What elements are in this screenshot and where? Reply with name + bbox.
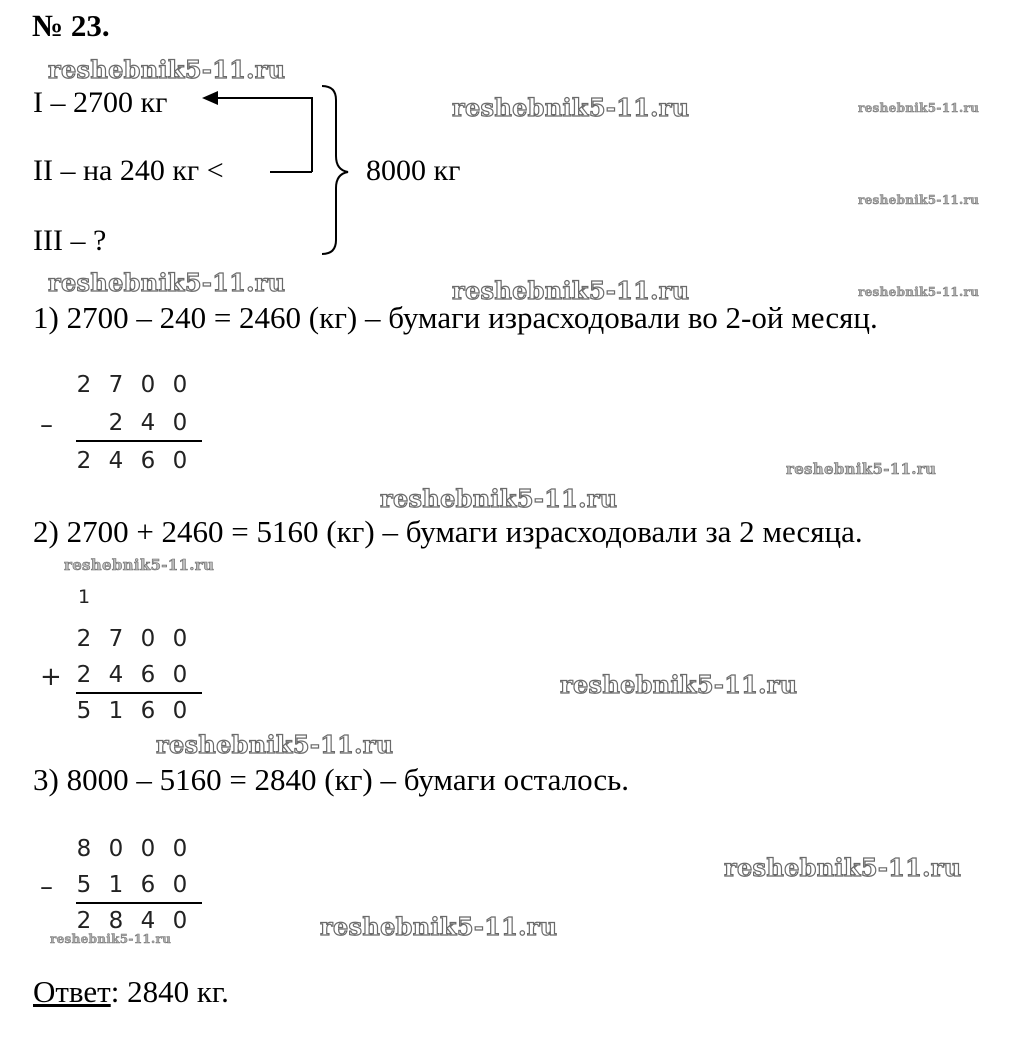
watermark: reshebnik5-11.ru	[452, 93, 690, 122]
minus-sign: –	[40, 410, 53, 440]
top-digit: 7	[108, 372, 124, 398]
problem-number: № 23.	[32, 8, 110, 43]
bottom-digit: 0	[172, 872, 188, 898]
result-line	[76, 692, 202, 694]
bottom-digit: 0	[172, 410, 188, 436]
step-2: 2) 2700 + 2460 = 5160 (кг) – бумаги израсходовали за 2 месяца.	[33, 514, 863, 549]
bottom-digit: 1	[108, 872, 124, 898]
watermark: reshebnik5-11.ru	[50, 932, 172, 946]
step-3: 3) 8000 – 5160 = 2840 (кг) – бумаги осталось.	[33, 762, 630, 797]
result-digit: 0	[172, 698, 188, 724]
result-digit: 5	[76, 698, 92, 724]
watermark: reshebnik5-11.ru	[48, 55, 286, 84]
watermark: reshebnik5-11.ru	[858, 193, 980, 207]
answer	[33, 976, 229, 1007]
watermark: reshebnik5-11.ru	[64, 556, 215, 574]
watermark: reshebnik5-11.ru	[858, 101, 980, 115]
bottom-digit: 2	[76, 662, 92, 688]
watermark: reshebnik5-11.ru	[156, 730, 394, 759]
watermark: reshebnik5-11.ru	[724, 853, 962, 882]
watermark: reshebnik5-11.ru	[320, 912, 558, 941]
condition-line-2: II – на 240 кг <	[33, 154, 224, 187]
result-digit: 6	[140, 698, 156, 724]
top-digit: 0	[140, 372, 156, 398]
result-digit: 2	[76, 448, 92, 474]
result-line	[76, 902, 202, 904]
condition-line-3: III – ?	[33, 224, 107, 257]
result-digit: 0	[172, 448, 188, 474]
result-line	[76, 440, 202, 442]
top-digit: 0	[172, 372, 188, 398]
bottom-digit: 2	[108, 410, 124, 436]
top-digit: 0	[172, 626, 188, 652]
watermark: reshebnik5-11.ru	[560, 670, 798, 699]
arrow-head-icon	[202, 91, 218, 105]
column-calc-1	[40, 372, 220, 482]
result-digit: 4	[140, 908, 156, 934]
column-calc-2	[40, 586, 220, 726]
top-digit: 8	[76, 836, 92, 862]
step-1: 1) 2700 – 240 = 2460 (кг) – бумаги израсходовали во 2-ой месяц.	[33, 300, 878, 335]
condition-line-1: I – 2700 кг	[33, 86, 168, 119]
curly-brace-icon	[322, 86, 348, 254]
answer-value: : 2840 кг.	[110, 974, 229, 1009]
carry-digit: 1	[77, 586, 91, 608]
top-digit: 7	[108, 626, 124, 652]
result-digit: 6	[140, 448, 156, 474]
answer-label: Ответ	[33, 974, 111, 1009]
top-digit: 2	[76, 626, 92, 652]
result-digit: 2	[76, 908, 92, 934]
result-digit: 0	[172, 908, 188, 934]
watermark: reshebnik5-11.ru	[452, 276, 690, 305]
result-digit: 1	[108, 698, 124, 724]
watermark: reshebnik5-11.ru	[380, 484, 618, 513]
top-digit: 0	[172, 836, 188, 862]
result-digit: 8	[108, 908, 124, 934]
top-digit: 2	[76, 372, 92, 398]
top-digit: 0	[140, 626, 156, 652]
watermark: reshebnik5-11.ru	[48, 268, 286, 297]
bottom-digit: 4	[140, 410, 156, 436]
bottom-digit: 0	[172, 662, 188, 688]
arrow-connector	[212, 98, 312, 172]
bottom-digit: 4	[108, 662, 124, 688]
result-digit: 4	[108, 448, 124, 474]
condition-arrow-brace	[190, 80, 380, 260]
top-digit: 0	[140, 836, 156, 862]
bottom-digit: 6	[140, 662, 156, 688]
minus-sign: –	[40, 872, 53, 902]
plus-sign: +	[40, 662, 62, 692]
bottom-digit: 6	[140, 872, 156, 898]
top-digit: 0	[108, 836, 124, 862]
watermark: reshebnik5-11.ru	[858, 285, 980, 299]
watermark: reshebnik5-11.ru	[786, 460, 937, 478]
column-calc-3	[40, 836, 220, 946]
condition-total: 8000 кг	[366, 154, 461, 187]
bottom-digit: 5	[76, 872, 92, 898]
